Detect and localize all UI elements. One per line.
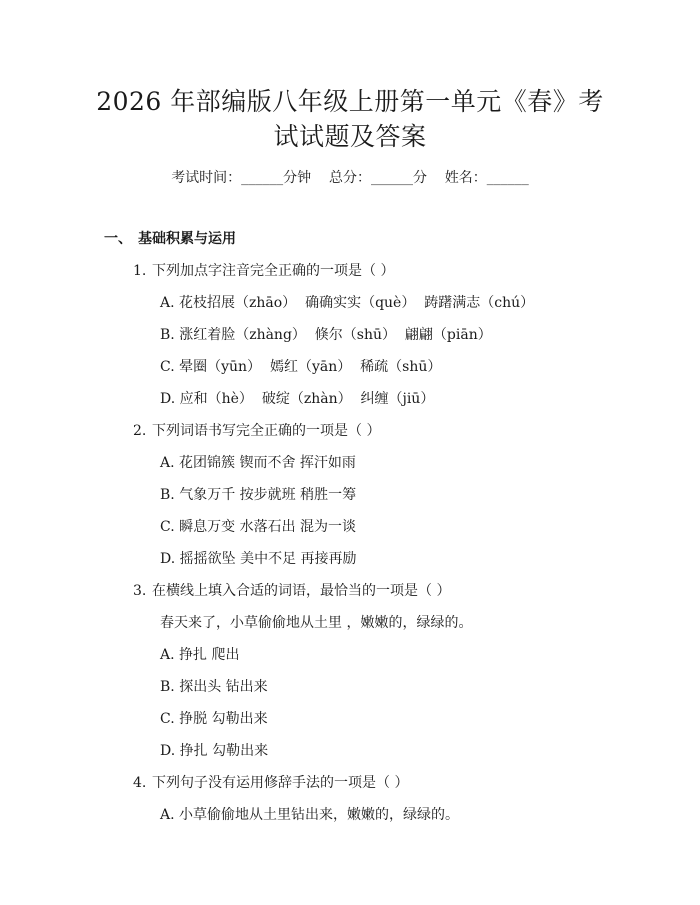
section-number: 一、	[104, 231, 132, 247]
question-passage: 春天来了，小草偷偷地从土里 ，嫩嫩的，绿绿的。	[160, 615, 473, 631]
question-option: A. 花枝招展（zhāo） 确确实实（què） 踌躇满志（chú）	[160, 295, 535, 311]
question-option: D. 挣扎 勾勒出来	[160, 743, 269, 759]
document-title-line-1: 2026 年部编版八年级上册第一单元《春》考	[96, 87, 604, 116]
question-option: D. 摇摇欲坠 美中不足 再接再励	[160, 551, 357, 567]
question-option: B. 涨红着脸（zhàng） 倏尔（shū） 翩翩（piān）	[160, 327, 492, 343]
question-number: 1.	[133, 263, 147, 279]
question-stem: 在横线上填入合适的词语，最恰当的一项是（ ）	[152, 583, 451, 599]
section-heading: 基础积累与运用	[138, 231, 236, 247]
question-option: C. 挣脱 勾勒出来	[160, 711, 268, 727]
question-option: C. 晕圈（yūn） 嫣红（yān） 稀疏（shū）	[160, 359, 442, 375]
question-option: A. 花团锦簇 锲而不舍 挥汗如雨	[160, 455, 356, 471]
question-stem: 下列加点字注音完全正确的一项是（ ）	[152, 263, 395, 279]
exam-meta-line: 考试时间：______分钟 总分：______分 姓名：______	[171, 170, 529, 186]
document-title-line-2: 试试题及答案	[273, 122, 427, 151]
question-number: 4.	[133, 775, 147, 791]
question-number: 2.	[133, 423, 147, 439]
question-number: 3.	[133, 583, 147, 599]
question-option: A. 挣扎 爬出	[160, 647, 240, 663]
question-option: B. 气象万千 按步就班 稍胜一筹	[160, 487, 357, 503]
question-option: D. 应和（hè） 破绽（zhàn） 纠缠（jiū）	[160, 391, 435, 407]
question-option: B. 探出头 钻出来	[160, 679, 268, 695]
question-option: A. 小草偷偷地从土里钻出来，嫩嫩的，绿绿的。	[160, 807, 460, 823]
question-option: C. 瞬息万变 水落石出 混为一谈	[160, 519, 357, 535]
question-stem: 下列句子没有运用修辞手法的一项是（ ）	[152, 775, 409, 791]
question-stem: 下列词语书写完全正确的一项是（ ）	[152, 423, 381, 439]
